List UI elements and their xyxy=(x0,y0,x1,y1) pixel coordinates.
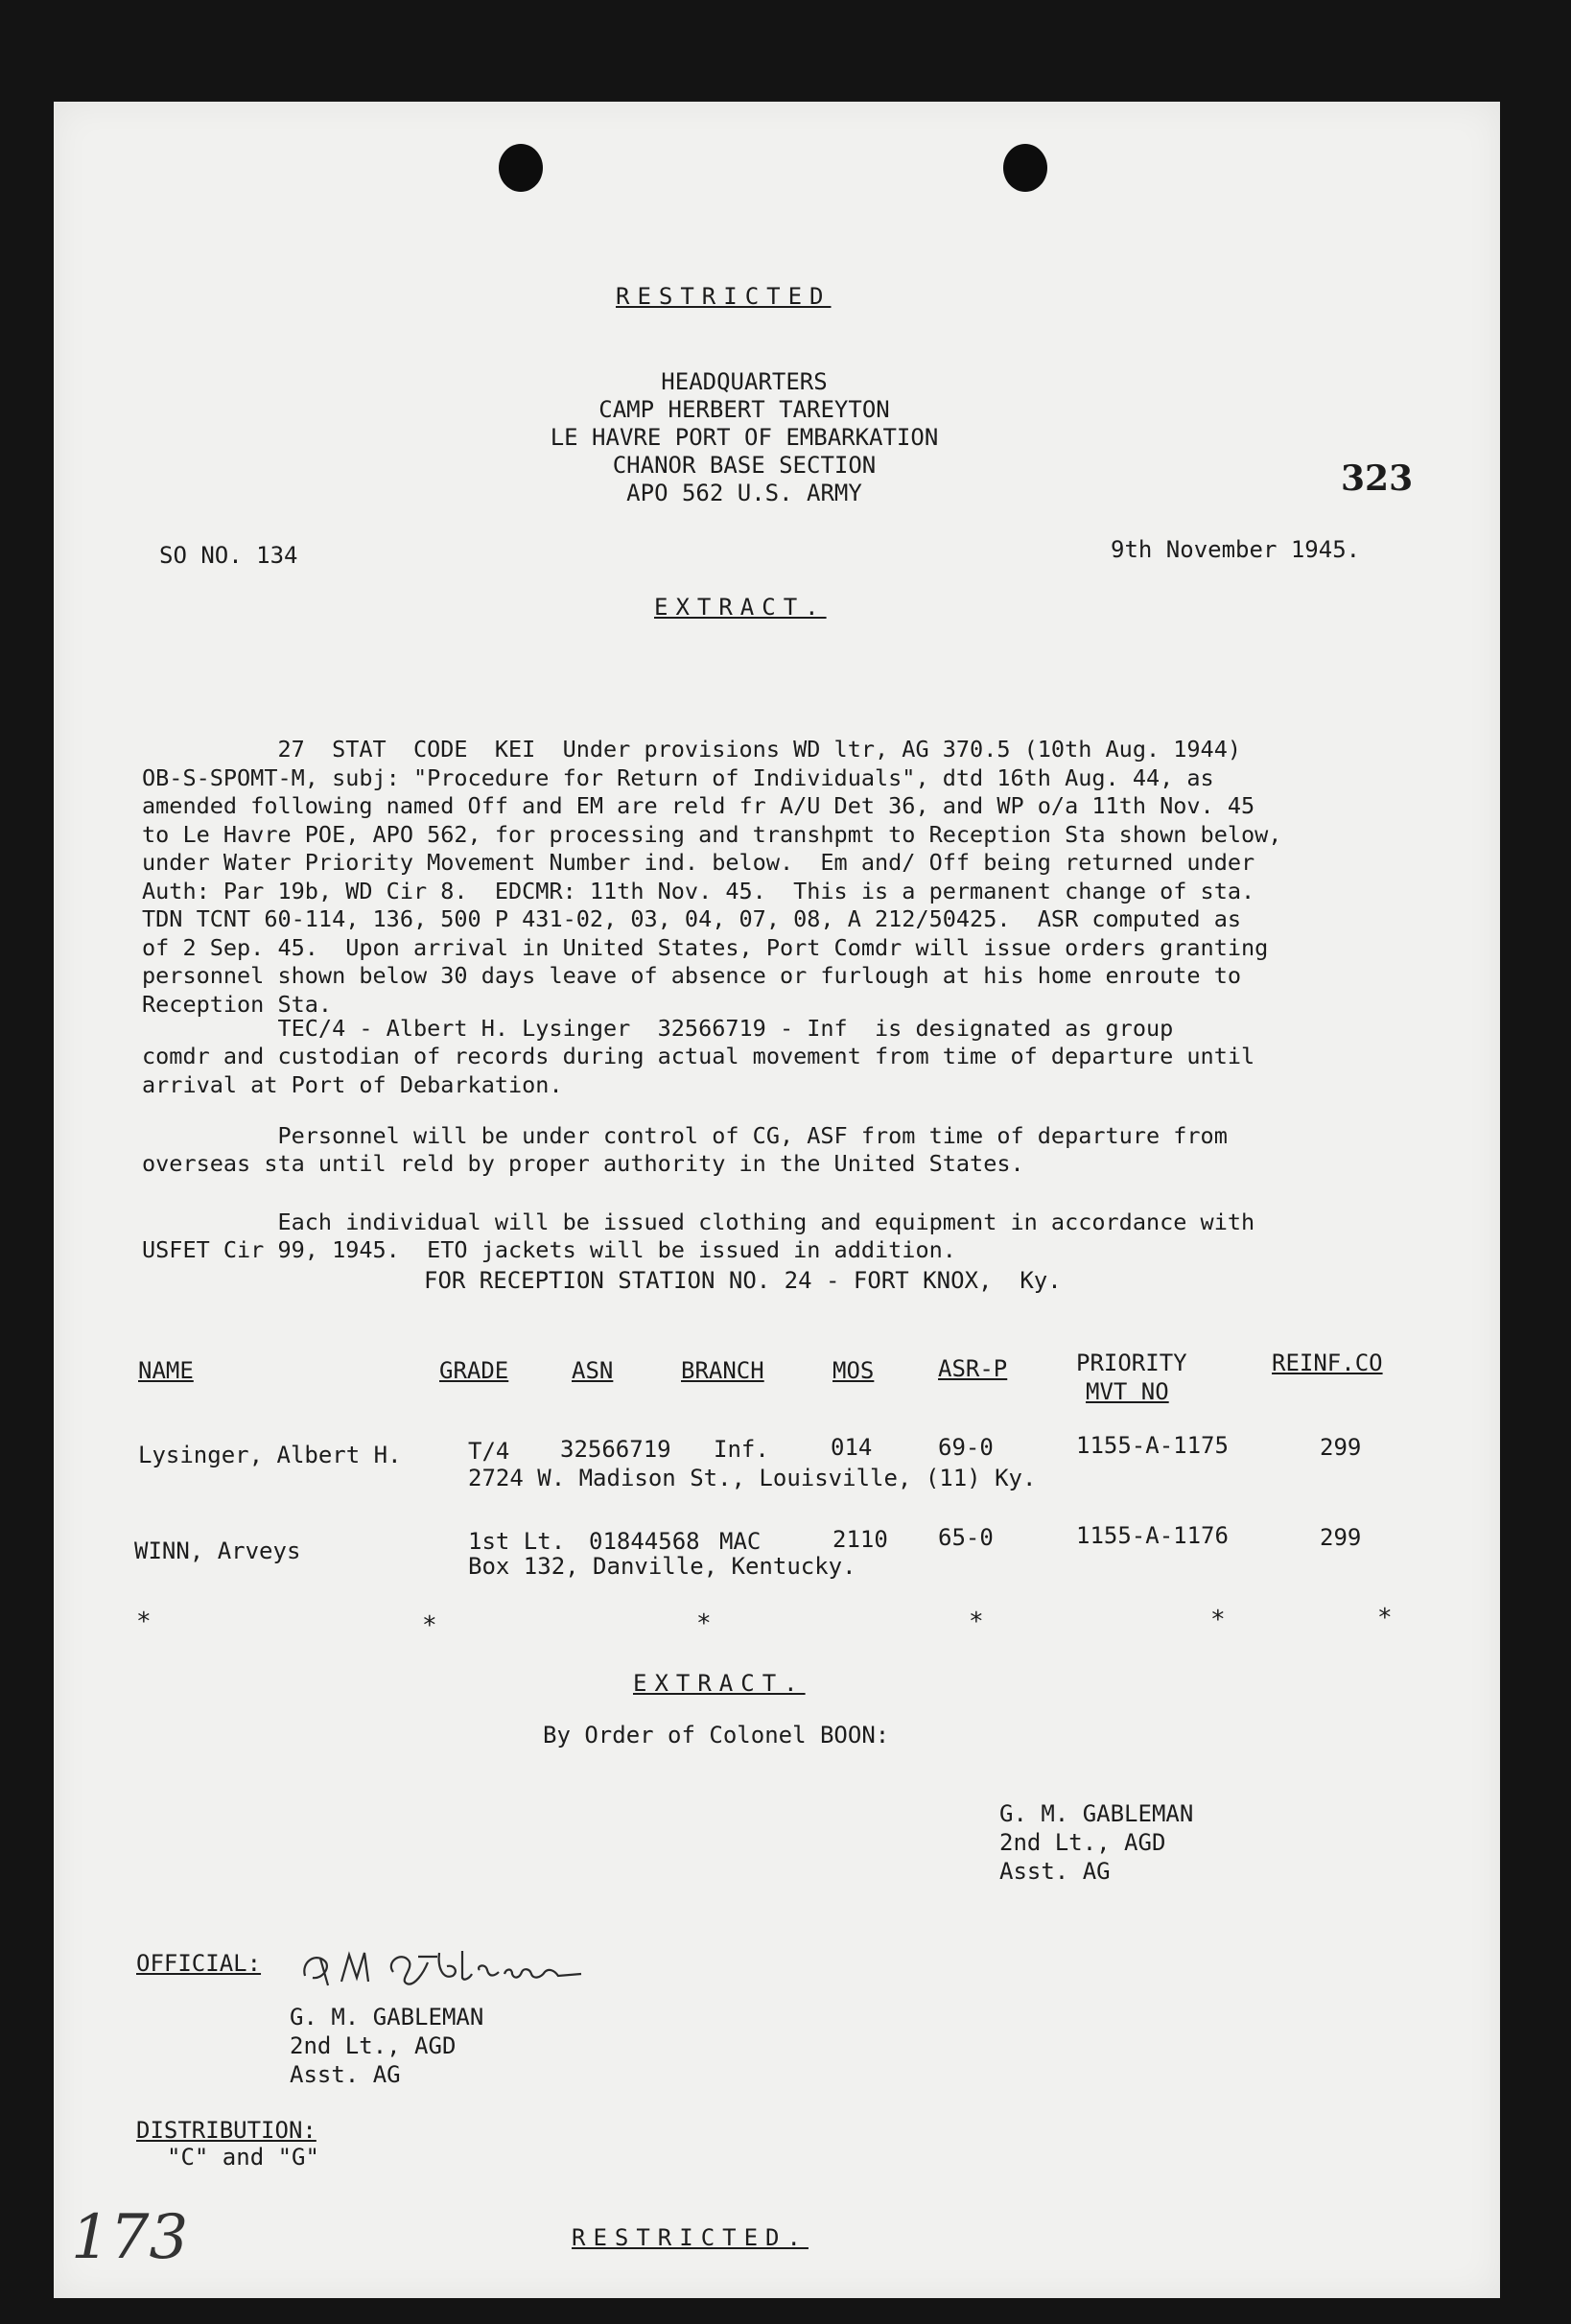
order-date: 9th November 1945. xyxy=(1111,536,1361,563)
cell-reinf: 299 xyxy=(1320,1434,1362,1461)
extract-label-bottom: EXTRACT. xyxy=(633,1670,806,1697)
separator-star: * xyxy=(422,1611,437,1640)
header-priority: PRIORITY xyxy=(1076,1350,1187,1376)
cell-grade: 1st Lt. xyxy=(468,1528,566,1555)
header-grade: GRADE xyxy=(439,1357,509,1384)
cell-address: 2724 W. Madison St., Louisville, (11) Ky. xyxy=(468,1465,1037,1491)
header-asn: ASN xyxy=(572,1357,614,1384)
header-reinf: REINF.CO xyxy=(1272,1350,1383,1376)
cell-name: Lysinger, Albert H. xyxy=(138,1442,402,1468)
paragraph-main-text: 27 STAT CODE KEI Under provisions WD ltr, AG 370.5 (10th Aug. 1944) OB-S-SPOMT-M, subj: "Procedure for Return of Individuals", dtd 16th Aug. 44, as amended following named Off and EM are reld fr A/U Det 36, and WP o/a 11th Nov. 45 to Le Havre POE, APO 562, for processing and transhpmt to Reception Sta shown below, under Water Priority Movement Number ind. below. Em and/ Off being returned under Auth: Par 19b, WD Cir 8. EDCMR: 11th Nov. 45. This is a permanent change of sta. TDN TCNT 60-114, 136, 500 P 431-02, 03, 04, 07, 08, A 212/50425. ASR computed as of 2 Sep. 45. Upon arrival in United States, Port Comdr will issue orders granting personnel shown below 30 days leave of absence or furlough at his home enroute to Reception Sta. xyxy=(142,736,1282,1018)
cell-asn: 01844568 xyxy=(589,1528,700,1555)
official-name: G. M. GABLEMAN xyxy=(290,2004,484,2031)
official-block xyxy=(290,2003,483,2089)
header-line: LE HAVRE PORT OF EMBARKATION xyxy=(550,424,939,451)
cell-mos: 014 xyxy=(831,1434,873,1461)
reception-station: FOR RECEPTION STATION NO. 24 - FORT KNOX, Ky. xyxy=(424,1267,1062,1294)
distribution-label: DISTRIBUTION: xyxy=(136,2117,317,2144)
header-branch: BRANCH xyxy=(681,1357,764,1384)
official-label: OFFICIAL: xyxy=(136,1950,262,1977)
separator-star: * xyxy=(1210,1606,1226,1634)
cell-address: Box 132, Danville, Kentucky. xyxy=(468,1553,856,1580)
cell-mos: 2110 xyxy=(832,1526,888,1553)
header-line: HEADQUARTERS xyxy=(661,368,828,395)
cell-priority: 1155-A-1175 xyxy=(1076,1432,1229,1459)
paragraph-control-text: Personnel will be under control of CG, ASF from time of departure from overseas sta until reld by proper authority in the United States. xyxy=(142,1121,1228,1177)
signatory-title: Asst. AG xyxy=(999,1858,1111,1885)
separator-star: * xyxy=(969,1608,984,1636)
paragraph-group-text: TEC/4 - Albert H. Lysinger 32566719 - Inf is designated as group comdr and custodian of records during actual movement from time of departure until arrival at Port of Debarkation. xyxy=(142,1014,1255,1098)
cell-asr: 69-0 xyxy=(938,1434,994,1461)
header-line: CAMP HERBERT TAREYTON xyxy=(598,396,890,423)
cell-asn: 32566719 xyxy=(560,1436,671,1463)
official-title: Asst. AG xyxy=(290,2061,401,2088)
by-order-line: By Order of Colonel BOON: xyxy=(543,1722,890,1749)
cell-grade: T/4 xyxy=(468,1438,510,1465)
signatory-name: G. M. GABLEMAN xyxy=(999,1800,1194,1827)
distribution-value: "C" and "G" xyxy=(167,2144,319,2171)
header-mos: MOS xyxy=(832,1357,875,1384)
header-name: NAME xyxy=(138,1357,194,1384)
separator-star: * xyxy=(1377,1604,1393,1632)
punch-hole-right xyxy=(1003,144,1047,192)
handwritten-signature xyxy=(293,1934,620,2007)
page-stamp-number: 323 xyxy=(1341,458,1414,499)
punch-hole-left xyxy=(499,144,543,192)
cell-name: WINN, Arveys xyxy=(134,1538,301,1564)
separator-star: * xyxy=(136,1608,152,1636)
header-asr: ASR-P xyxy=(938,1355,1008,1382)
cell-reinf: 299 xyxy=(1320,1524,1362,1551)
header-mvt-no: MVT NO xyxy=(1086,1378,1169,1405)
classification-top: RESTRICTED xyxy=(616,283,832,310)
official-rank: 2nd Lt., AGD xyxy=(290,2032,457,2059)
signatory-rank: 2nd Lt., AGD xyxy=(999,1829,1166,1856)
handwritten-number: 173 xyxy=(71,2202,189,2273)
cell-asr: 65-0 xyxy=(938,1524,994,1551)
cell-branch: MAC xyxy=(719,1528,762,1555)
separator-star: * xyxy=(696,1609,712,1638)
order-number: SO NO. 134 xyxy=(159,542,298,569)
signatory-block xyxy=(999,1799,1193,1886)
header-line: APO 562 U.S. ARMY xyxy=(626,480,862,506)
document-page xyxy=(54,102,1500,2298)
cell-branch: Inf. xyxy=(714,1436,769,1463)
header-line: CHANOR BASE SECTION xyxy=(612,452,877,479)
paragraph-clothing-text: Each individual will be issued clothing and equipment in accordance with USFET Cir 99, 1945. ETO jackets will be issued in addition. xyxy=(142,1208,1255,1263)
classification-bottom: RESTRICTED. xyxy=(572,2224,809,2251)
header-block xyxy=(495,368,994,507)
extract-label: EXTRACT. xyxy=(654,594,827,621)
cell-priority: 1155-A-1176 xyxy=(1076,1522,1229,1549)
